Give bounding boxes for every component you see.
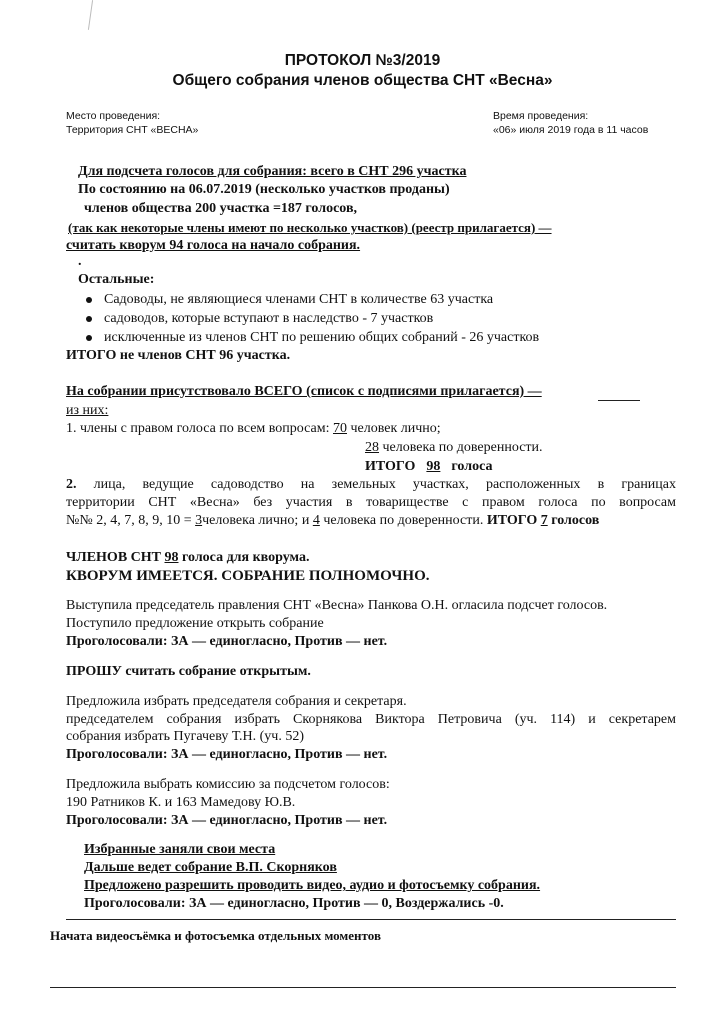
item-2-total-count: 7 xyxy=(540,513,548,528)
chair-line-2 xyxy=(66,712,676,728)
time-value: «06» июля 2019 года в 11 часов xyxy=(493,124,649,136)
count-line-3: членов общества 200 участка =187 голосов, xyxy=(84,201,358,216)
opening-line-2: Поступило предложение открыть собрание xyxy=(66,616,324,631)
commission-line-2: 190 Ратников К. и 163 Мамедову Ю.В. xyxy=(66,795,296,810)
attendance-item-2-line-1 xyxy=(66,477,676,493)
count-line-4: (так как некоторые члены имеют по несколько участков) (реестр прилагается) — xyxy=(68,220,552,235)
others-total: ИТОГО не членов СНТ 96 участка. xyxy=(66,348,291,363)
total-label: ИТОГО xyxy=(365,459,416,474)
final-line-1: Избранные заняли свои места xyxy=(84,842,276,857)
quorum-line-1 xyxy=(66,550,309,566)
item-2-total-label: ИТОГО xyxy=(486,513,538,528)
document-subtitle: Общего собрания членов общества СНТ «Весна» xyxy=(172,72,553,89)
total-unit: голоса xyxy=(451,459,493,474)
final-line-2: Дальше ведет собрание В.П. Скорняков xyxy=(84,860,337,875)
opening-line-1: Выступила председатель правления СНТ «Весна» Панкова О.Н. огласила подсчет голосов. xyxy=(66,598,608,613)
opening-vote: Проголосовали: ЗА — единогласно, Против — нет. xyxy=(66,634,388,649)
item-2-personal-count: 3 xyxy=(195,513,203,528)
item-2-number: 2. xyxy=(66,477,77,492)
chair-line-3: собрания избрать Пугачеву Т.Н. (уч. 52) xyxy=(66,729,304,744)
place-value: Территория СНТ «ВЕСНА» xyxy=(66,124,199,136)
attendance-of-them: из них: xyxy=(66,403,109,418)
document-title: ПРОТОКОЛ №3/2019 xyxy=(284,52,441,69)
quorum-line-2: КВОРУМ ИМЕЕТСЯ. СОБРАНИЕ ПОЛНОМОЧНО. xyxy=(66,568,430,584)
quorum-unit: голоса для кворума. xyxy=(182,550,310,565)
item-2-line-1-text: лица, ведущие садоводство на земельных участках, расположенных в границах xyxy=(93,477,677,492)
chair-line-1: Предложила избрать председателя собрания и секретаря. xyxy=(66,694,407,709)
personal-text: человек лично; xyxy=(350,421,441,436)
commission-line-1: Предложила выбрать комиссию за подсчетом голосов: xyxy=(66,777,390,792)
attendance-proxy xyxy=(365,440,543,456)
attendance-item-2-line-2 xyxy=(66,495,676,511)
others-item xyxy=(86,330,539,346)
quorum-count: 98 xyxy=(164,550,179,565)
count-line-1: Для подсчета голосов для собрания: всего в СНТ 296 участка xyxy=(78,164,467,179)
proxy-text: человека по доверенности. xyxy=(382,440,543,455)
stray-dot: . xyxy=(78,254,82,269)
others-heading: Остальные: xyxy=(78,272,155,287)
time-label: Время проведения: xyxy=(493,110,589,122)
proxy-count: 28 xyxy=(365,440,379,455)
item-2-personal-text: человека лично; и xyxy=(202,513,310,528)
personal-count: 70 xyxy=(333,421,347,436)
item-2-questions: №№ 2, 4, 7, 8, 9, 10 = xyxy=(66,513,192,528)
total-count: 98 xyxy=(426,459,441,474)
count-line-2: По состоянию на 06.07.2019 (несколько участков проданы) xyxy=(78,182,450,197)
count-line-5: считать кворум 94 голоса на начало собрания. xyxy=(66,238,361,253)
scan-artifact xyxy=(88,0,93,30)
item-2-line-2-text: территории СНТ «Весна» без участия в товариществе с правом голоса по вопросам xyxy=(66,495,676,510)
opening-declare: ПРОШУ считать собрание открытым. xyxy=(66,664,311,679)
item-2-proxy-text: человека по доверенности. xyxy=(323,513,484,528)
attendance-item-1-text: 1. члены с правом голоса по всем вопросам: xyxy=(66,421,330,436)
chair-vote: Проголосовали: ЗА — единогласно, Против — нет. xyxy=(66,747,388,762)
attendance-item-2-line-3 xyxy=(66,513,599,529)
final-line-3: Предложено разрешить проводить видео, аудио и фотосъемку собрания. xyxy=(84,878,541,893)
attendance-total xyxy=(365,459,492,475)
others-item xyxy=(86,311,433,327)
attendance-heading: На собрании присутствовало ВСЕГО (список с подписями прилагается) — xyxy=(66,384,542,399)
others-item-text: садоводов, которые вступают в наследство - 7 участков xyxy=(104,311,434,326)
others-item-text: Садоводы, не являющиеся членами СНТ в количестве 63 участка xyxy=(104,292,494,307)
blank-underline xyxy=(598,400,640,401)
bullet-icon xyxy=(86,297,92,303)
item-2-proxy-count: 4 xyxy=(312,513,320,528)
attendance-item-1 xyxy=(66,421,441,437)
bullet-icon xyxy=(86,335,92,341)
footer-note: Начата видеосъёмка и фотосъемка отдельных моментов xyxy=(50,928,381,943)
divider-line xyxy=(66,919,676,920)
others-item xyxy=(86,292,493,308)
item-2-total-unit: голосов xyxy=(551,513,600,528)
place-label: Место проведения: xyxy=(66,110,161,122)
commission-vote: Проголосовали: ЗА — единогласно, Против — нет. xyxy=(66,813,388,828)
quorum-label: ЧЛЕНОВ СНТ xyxy=(66,550,161,565)
final-line-4: Проголосовали: ЗА — единогласно, Против — 0, Воздержались -0. xyxy=(84,896,504,911)
chair-line-2-text: председателем собрания избрать Скорнякова Виктора Петровича (уч. 114) и секретарем xyxy=(66,712,676,727)
signature-line xyxy=(50,987,676,988)
others-item-text: исключенные из членов СНТ по решению общих собраний - 26 участков xyxy=(104,330,540,345)
bullet-icon xyxy=(86,316,92,322)
